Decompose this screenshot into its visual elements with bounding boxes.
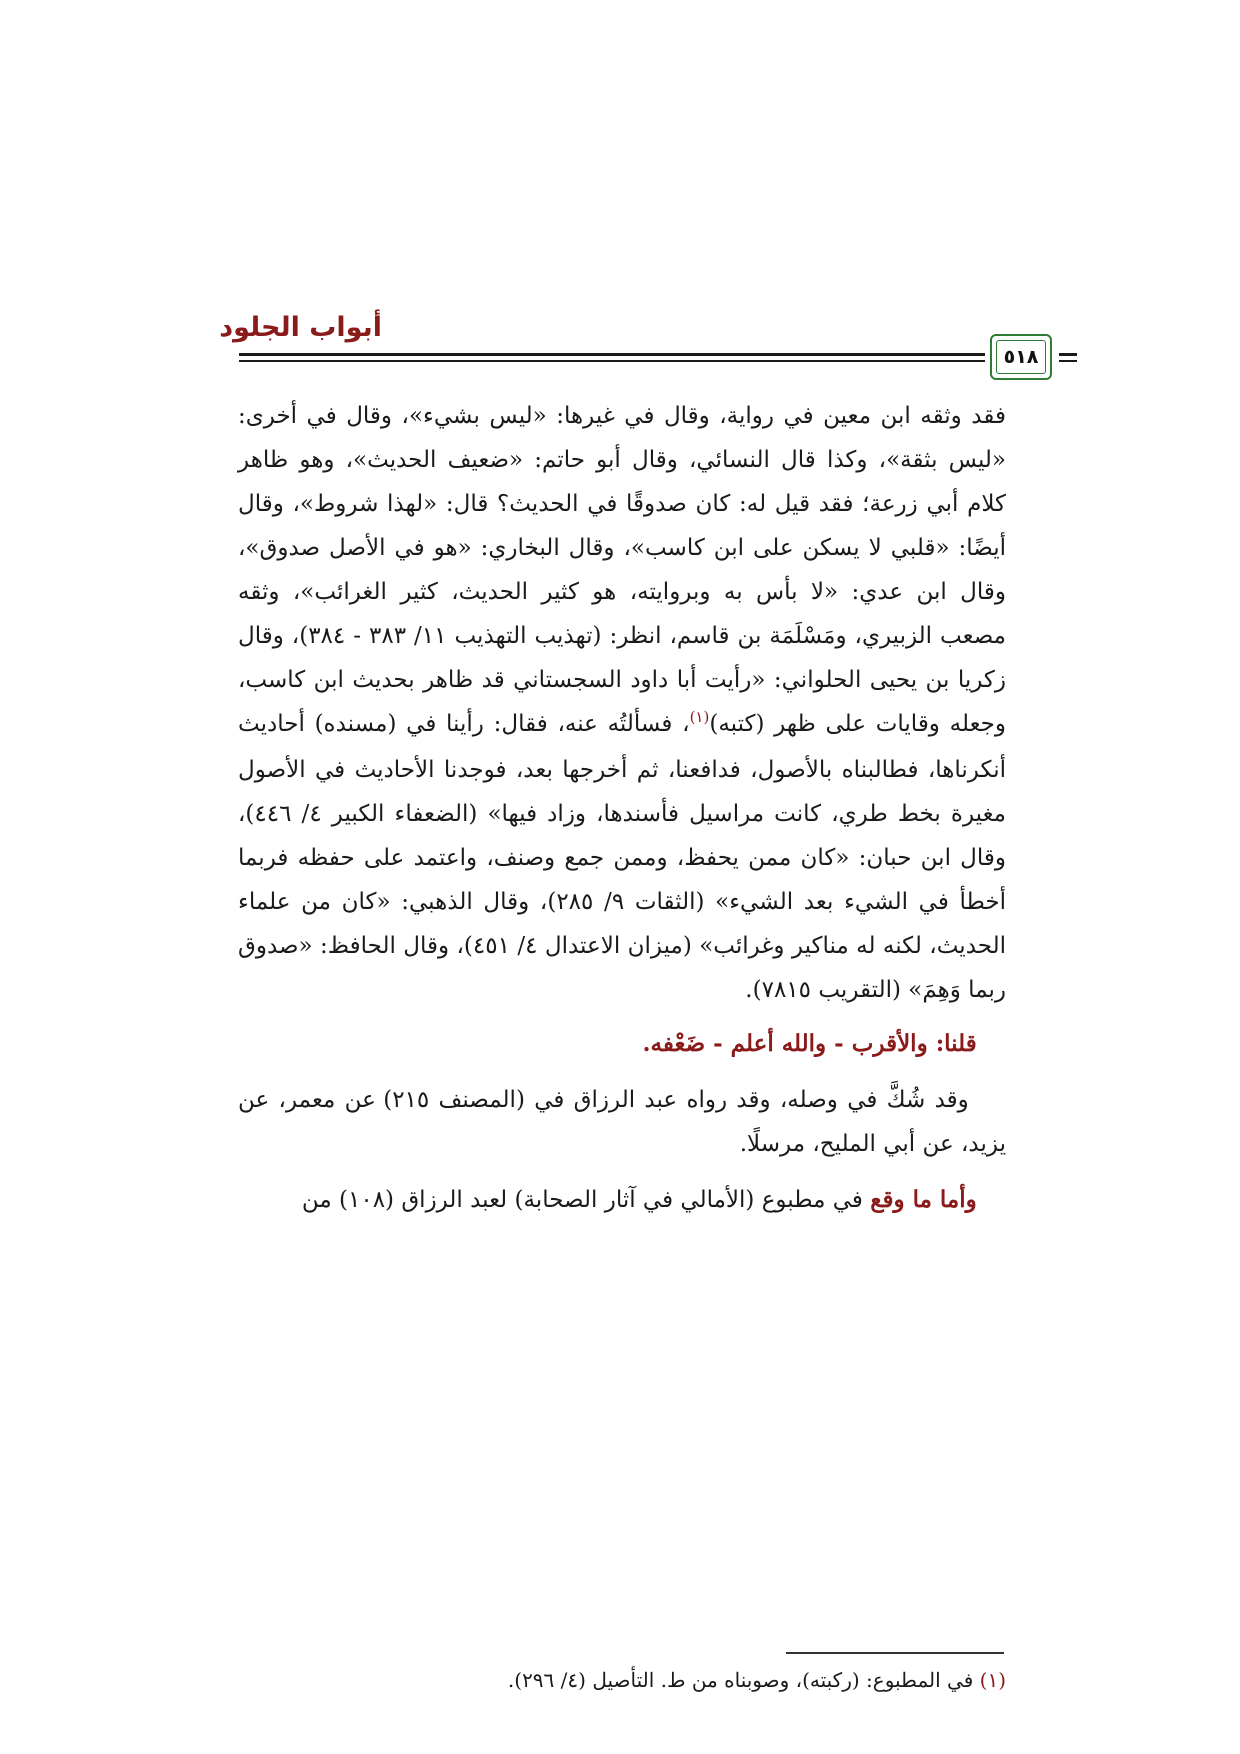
page-number-badge [990, 334, 1052, 380]
main-line-7: الزبيري، ومَسْلَمَة بن قاسم، انظر: (تهذيب التهذيب ١١/ ٣٨٣ - ٣٨٤)، [291, 623, 941, 649]
footnote-reference[interactable]: (١) [689, 708, 710, 726]
main-line-17: «صدوق ربما وَهِمَ» (التقريب ٧٨١٥). [238, 933, 1006, 1003]
main-line-10: ، فسألتُه عنه، فقال: [493, 711, 690, 737]
main-line-9: بحديث ابن كاسب، وجعله وقايات على ظهر (كتبه) [238, 667, 1007, 737]
main-line-1: فقد وثقه ابن معين في رواية، وقال في غيرها: «ليس بشيء»، وقال في [306, 403, 1006, 429]
main-line-3: الحديث»، وهو ظاهر كلام أبي زرعة؛ فقد قيل له: كان صدوقًا في [238, 447, 1007, 517]
main-paragraph [238, 394, 1006, 1012]
main-line-14: ممن يحفظ، وممن جمع وصنف، واعتمد على حفظه فربما أخطأ في الشيء [238, 845, 1006, 915]
third-paragraph-lead: وأما ما وقع [870, 1186, 977, 1213]
third-paragraph-text: في مطبوع (الأمالي في آثار الصحابة) لعبد الرزاق (١٠٨) من [301, 1187, 871, 1213]
footnote-number: (١) [979, 1668, 1006, 1692]
conclusion-text: والأقرب - والله أعلم - ضَعْفه. [642, 1030, 936, 1057]
page-header [0, 0, 1240, 400]
main-line-11: رأينا في (مسنده) أحاديث أنكرناها، فطالبناه بالأصول، فدافعنا، ثم أخرجها [238, 711, 1006, 783]
main-line-12: بعد، فوجدنا الأحاديث في الأصول مغيرة بخط طري، كانت مراسيل [238, 757, 1006, 827]
main-line-5: ابن كاسب»، وقال البخاري: «هو في الأصل صدوق»، وقال ابن عدي: [238, 535, 1007, 605]
main-line-4: الحديث؟ قال: «لهذا شروط»، وقال أيضًا: «قلبي لا يسكن على [238, 491, 1006, 561]
second-paragraph-text: وقد شُكَّ في وصله، وقد رواه عبد الرزاق في (المصنف ٢١٥) عن معمر، عن يزيد، عن أبي المليح، مرسلًا. [238, 1087, 1006, 1157]
footnote-text: في المطبوع: (ركبته)، وصوبناه من ط. التأصيل (٤/ ٢٩٦). [507, 1668, 980, 1692]
conclusion-paragraph [238, 1022, 1006, 1066]
conclusion-label: قلنا: [935, 1030, 977, 1057]
main-line-15: بعد الشيء» (الثقات ٩/ ٢٨٥)، وقال الذهبي: «كان من علماء الحديث، [238, 889, 1007, 959]
second-paragraph [238, 1078, 1006, 1166]
main-line-16: لكنه له مناكير وغرائب» (ميزان الاعتدال ٤/ ٤٥١)، وقال الحافظ: [320, 933, 930, 959]
header-rule-bottom [239, 360, 985, 362]
header-rule-top [239, 353, 985, 356]
main-line-2: أخرى: «ليس بثقة»، وكذا قال النسائي، وقال أبو حاتم: «ضعيف [238, 403, 1006, 473]
header-rule-right-bottom [1059, 360, 1077, 362]
third-paragraph [238, 1178, 1006, 1222]
page-number: ٥١٨ [1003, 346, 1039, 368]
footnote-divider [786, 1652, 1004, 1654]
main-line-13: فأسندها، وزاد فيها» (الضعفاء الكبير ٤/ ٤٤٦)، وقال ابن حبان: «كان [238, 801, 1006, 871]
header-rule-right-top [1059, 353, 1077, 356]
main-line-8: وقال زكريا بن يحيى الحلواني: «رأيت أبا داود السجستاني قد ظاهر [238, 623, 1006, 693]
chapter-title: أبواب الجلود [219, 312, 382, 343]
main-content [238, 394, 1006, 1222]
main-line-6: «لا بأس به وبروايته، هو كثير الحديث، كثير الغرائب»، وثقه مصعب [238, 579, 1006, 649]
footnote [238, 1663, 1006, 1697]
